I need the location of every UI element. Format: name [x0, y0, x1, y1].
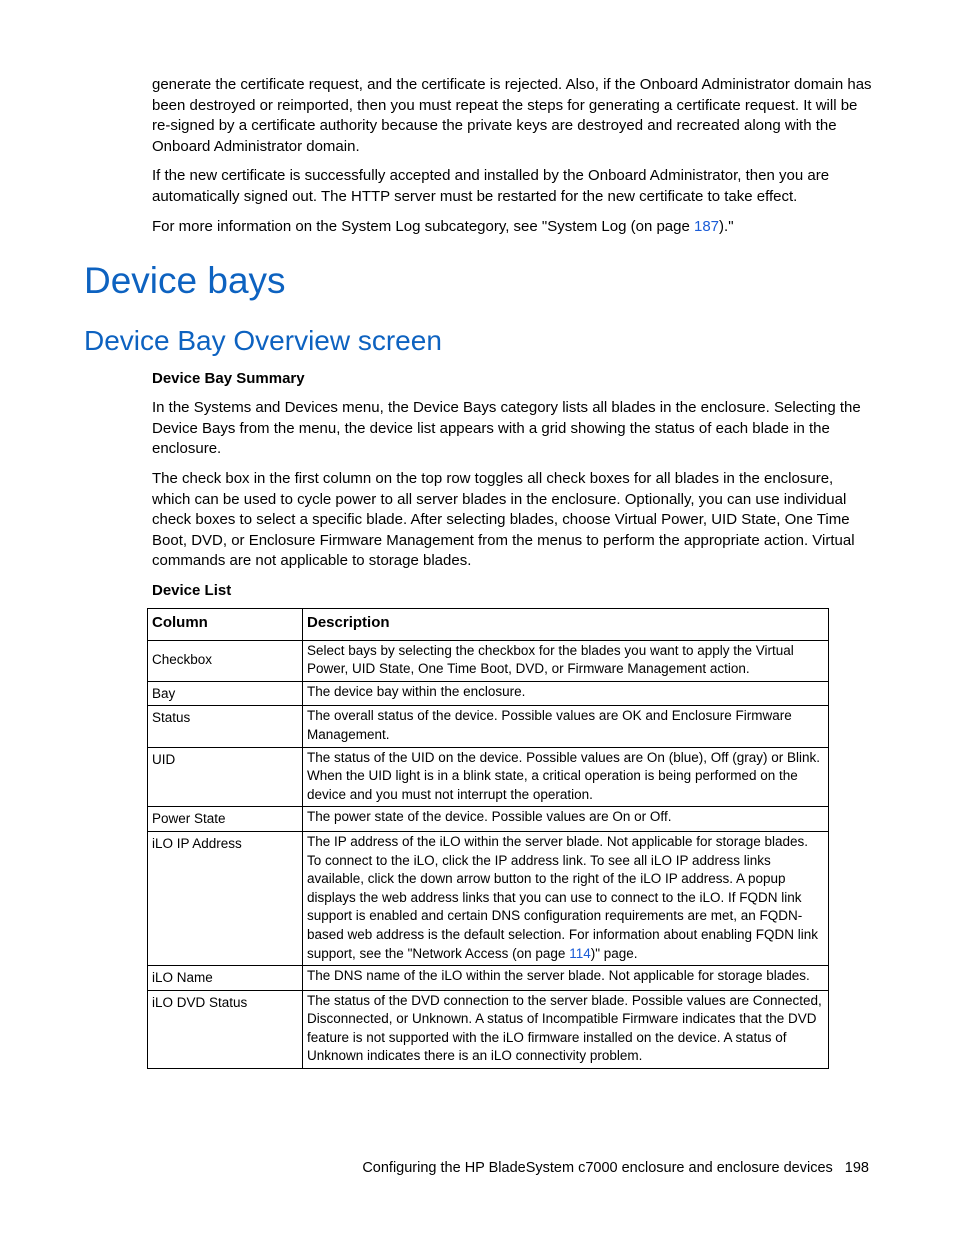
device-list-label: Device List — [152, 582, 232, 599]
intro-paragraph-3 — [152, 217, 874, 238]
table-row — [148, 640, 829, 681]
row-description: The power state of the device. Possible values are On or Off. — [303, 807, 829, 832]
intro-paragraph-2: If the new certificate is successfully accepted and installed by the Onboard Administrator, then you are automatically signed out. The HTTP server must be restarted for the new certificate to take effect. — [152, 167, 830, 205]
subsection-heading: Device Bay Overview screen — [84, 325, 442, 356]
row-column-name: Power State — [148, 807, 303, 832]
intro-paragraph-1: generate the certificate request, and the certificate is rejected. Also, if the Onboard Administrator domain has been destroyed or reimported, then you must repeat the steps for generating a certificate request. It will be re-signed by a certificate authority because the private keys are destroyed and recreated along with the Onboard Administrator domain. — [152, 76, 872, 155]
row-column-name: iLO DVD Status — [148, 990, 303, 1068]
row-column-name: UID — [148, 747, 303, 807]
table-row — [148, 966, 829, 991]
row-description: The status of the DVD connection to the server blade. Possible values are Connected, Disconnected, or Unknown. A status of Incompatible Firmware indicates that the DVD feature is not supported with the iLO firmware installed on the device. A status of Unknown indicates there is an iLO connectivity problem. — [303, 990, 829, 1068]
intro-paragraph-3-text: For more information on the System Log subcategory, see "System Log (on page — [152, 218, 694, 235]
table-row — [148, 681, 829, 706]
page-number: 198 — [844, 1160, 869, 1176]
row-description: The overall status of the device. Possible values are OK and Enclosure Firmware Management. — [303, 706, 829, 747]
table-row — [148, 706, 829, 747]
table-row — [148, 747, 829, 807]
row-description-tail: )" page. — [590, 945, 638, 961]
row-column-name: iLO IP Address — [148, 831, 303, 965]
row-description: Select bays by selecting the checkbox for the blades you want to apply the Virtual Power, UID State, One Time Boot, DVD, or Firmware Management action. — [303, 640, 829, 681]
row-description-text: The IP address of the iLO within the server blade. Not applicable for storage blades. To connect to the iLO, click the IP address link. To see all iLO IP address links available, click the down arrow button to the right of the iLO IP address. A popup displays the web address links that you can use to connect to the iLO. If FQDN link support is enabled and certain DNS configuration requirements are met, an FQDN-based web address is the default selection. For information about enabling FQDN link support, see the "Network Access (on page — [307, 833, 819, 961]
section-heading: Device bays — [84, 260, 286, 301]
summary-label: Device Bay Summary — [152, 370, 305, 387]
page-footer — [362, 1158, 869, 1178]
row-description — [303, 831, 829, 965]
row-description: The DNS name of the iLO within the server blade. Not applicable for storage blades. — [303, 966, 829, 991]
table-row — [148, 807, 829, 832]
row-column-name: Checkbox — [148, 640, 303, 681]
device-list-table — [147, 608, 829, 1069]
table-row — [148, 831, 829, 965]
system-log-page-link[interactable]: 187 — [694, 218, 720, 235]
summary-paragraph-2: The check box in the first column on the top row toggles all check boxes for all blades in the enclosure, which can be used to cycle power to all server blades in the enclosure. Optionally, you can use individual check boxes to select a specific blade. After selecting blades, choose Virtual Power, UID State, One Time Boot, DVD, or Enclosure Firmware Management from the menus to perform the appropriate action. Virtual commands are not applicable to storage blades. — [152, 470, 855, 569]
intro-paragraph-3-tail: )." — [719, 218, 734, 235]
row-column-name: Status — [148, 706, 303, 747]
column-header: Column — [148, 609, 303, 641]
table-header-row — [148, 609, 829, 641]
row-column-name: iLO Name — [148, 966, 303, 991]
row-column-name: Bay — [148, 681, 303, 706]
description-header: Description — [303, 609, 829, 641]
network-access-page-link[interactable]: 114 — [569, 945, 591, 961]
row-description: The device bay within the enclosure. — [303, 681, 829, 706]
table-row — [148, 990, 829, 1068]
footer-title: Configuring the HP BladeSystem c7000 enclosure and enclosure devices — [362, 1160, 833, 1176]
summary-paragraph-1: In the Systems and Devices menu, the Device Bays category lists all blades in the enclosure. Selecting the Device Bays from the menu, the device list appears with a grid showing the status of each blade in the enclosure. — [152, 399, 861, 457]
row-description: The status of the UID on the device. Possible values are On (blue), Off (gray) or Blink. When the UID light is in a blink state, a critical operation is being performed on the device and you must not interrupt the operation. — [303, 747, 829, 807]
